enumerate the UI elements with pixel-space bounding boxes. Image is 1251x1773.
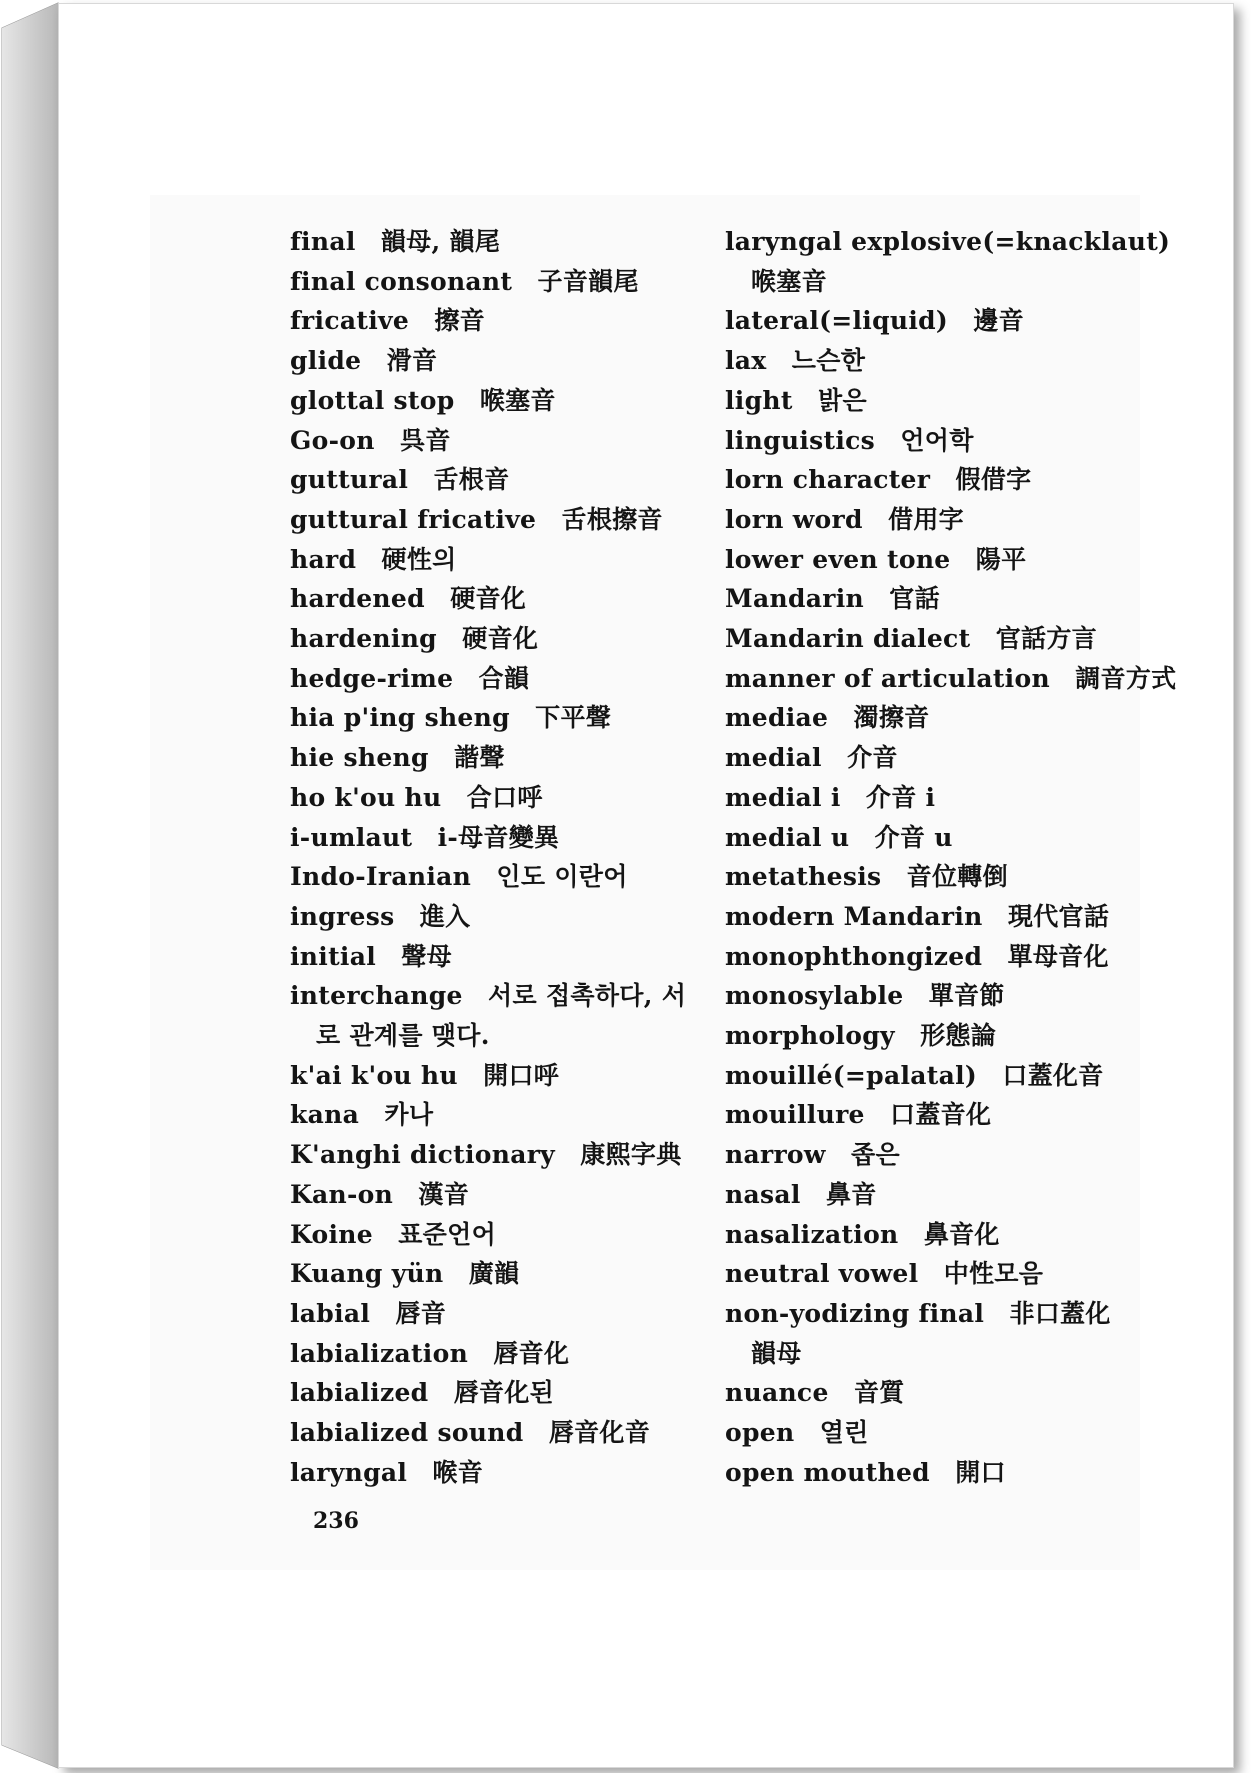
glossary-entry-continuation: 로 관계를 맺다.	[316, 1021, 490, 1051]
glossary-entry: final consonant 子音韻尾	[290, 266, 639, 296]
glossary-entry: hia p'ing sheng 下平聲	[290, 703, 612, 733]
glossary-entry: ho k'ou hu 合口呼	[290, 782, 543, 812]
glossary-entry: Kuang yün 廣韻	[290, 1259, 520, 1289]
glossary-entry: open 열린	[725, 1418, 869, 1448]
glossary-right-column	[725, 222, 1185, 1493]
glossary-entry: medial i 介音 i	[725, 782, 936, 812]
glossary-entry: mouillé(=palatal) 口蓋化音	[725, 1060, 1104, 1090]
glossary-entry-continuation: 喉塞音	[751, 266, 827, 296]
book-spine	[0, 0, 64, 1773]
glossary-entry: manner of articulation 調音方式	[725, 663, 1177, 693]
glossary-entry: guttural fricative 舌根擦音	[290, 504, 663, 534]
glossary-entry: narrow 좁은	[725, 1140, 900, 1170]
glossary-entry: mediae 濁擦音	[725, 703, 930, 733]
glossary-entry: hard 硬性의	[290, 544, 457, 574]
glossary-entry: Indo-Iranian 인도 이란어	[290, 862, 628, 892]
glossary-entry: monophthongized 單母音化	[725, 941, 1109, 971]
glossary-entry: lateral(=liquid) 邊音	[725, 306, 1024, 336]
glossary-entry: kana 카나	[290, 1100, 434, 1130]
glossary-entry: light 밝은	[725, 385, 867, 415]
glossary-entry: K'anghi dictionary 康熙字典	[290, 1140, 682, 1170]
glossary-entry: guttural 舌根音	[290, 465, 510, 495]
glossary-entry: initial 聲母	[290, 941, 452, 971]
glossary-entry: labialized 唇音化된	[290, 1378, 555, 1408]
glossary-entry: nasalization 鼻音化	[725, 1219, 1000, 1249]
glossary-entry: hie sheng 諧聲	[290, 743, 505, 773]
glossary-entry: Go-on 呉音	[290, 425, 451, 455]
glossary-left-column	[290, 222, 730, 1493]
page-number: 236	[313, 1508, 359, 1534]
glossary-entry: Koine 표준언어	[290, 1219, 497, 1249]
glossary-entry: lorn character 假借字	[725, 465, 1032, 495]
glossary-entry: hardened 硬音化	[290, 584, 527, 614]
glossary-entry: morphology 形態論	[725, 1021, 997, 1051]
glossary-entry: laryngal explosive(=knacklaut)	[725, 227, 1171, 256]
glossary-entry: i-umlaut i-母音變異	[290, 822, 560, 852]
glossary-entry: interchange 서로 접촉하다, 서	[290, 981, 687, 1011]
glossary-entry: linguistics 언어학	[725, 425, 974, 455]
glossary-entry: Mandarin 官話	[725, 584, 940, 614]
glossary-entry: final 韻母, 韻尾	[290, 227, 501, 256]
glossary-entry: non-yodizing final 非口蓋化	[725, 1298, 1111, 1328]
glossary-entry: modern Mandarin 現代官話	[725, 901, 1110, 931]
glossary-entry: lower even tone 陽平	[725, 544, 1027, 574]
glossary-entry: glide 滑音	[290, 346, 438, 376]
glossary-entry: Kan-on 漢音	[290, 1179, 470, 1209]
glossary-entry: medial u 介音 u	[725, 822, 953, 852]
glossary-entry: nuance 音質	[725, 1378, 905, 1408]
glossary-entry: neutral vowel 中性모음	[725, 1259, 1044, 1289]
glossary-entry: labialized sound 唇音化音	[290, 1418, 651, 1448]
glossary-entry: Mandarin dialect 官話方言	[725, 624, 1097, 654]
glossary-entry: lorn word 借用字	[725, 504, 964, 534]
glossary-entry: mouillure 口蓋音化	[725, 1100, 992, 1130]
glossary-entry: fricative 擦音	[290, 306, 485, 336]
glossary-entry: open mouthed 開口	[725, 1457, 1006, 1487]
glossary-entry: labialization 唇音化	[290, 1338, 570, 1368]
glossary-entry: laryngal 喉音	[290, 1457, 484, 1487]
glossary-entry: hedge-rime 合韻	[290, 663, 530, 693]
glossary-entry: labial 唇音	[290, 1298, 447, 1328]
glossary-entry: hardening 硬音化	[290, 624, 539, 654]
glossary-entry: ingress 進入	[290, 901, 471, 931]
glossary-entry: k'ai k'ou hu 開口呼	[290, 1060, 560, 1090]
glossary-entry: monosylable 單音節	[725, 981, 1005, 1011]
glossary-entry: lax 느슨한	[725, 346, 866, 376]
glossary-entry: medial 介音	[725, 743, 898, 773]
glossary-entry-continuation: 韻母	[751, 1338, 802, 1368]
glossary-entry: nasal 鼻音	[725, 1179, 877, 1209]
glossary-entry: glottal stop 喉塞音	[290, 385, 556, 415]
glossary-entry: metathesis 音位轉倒	[725, 862, 1008, 892]
